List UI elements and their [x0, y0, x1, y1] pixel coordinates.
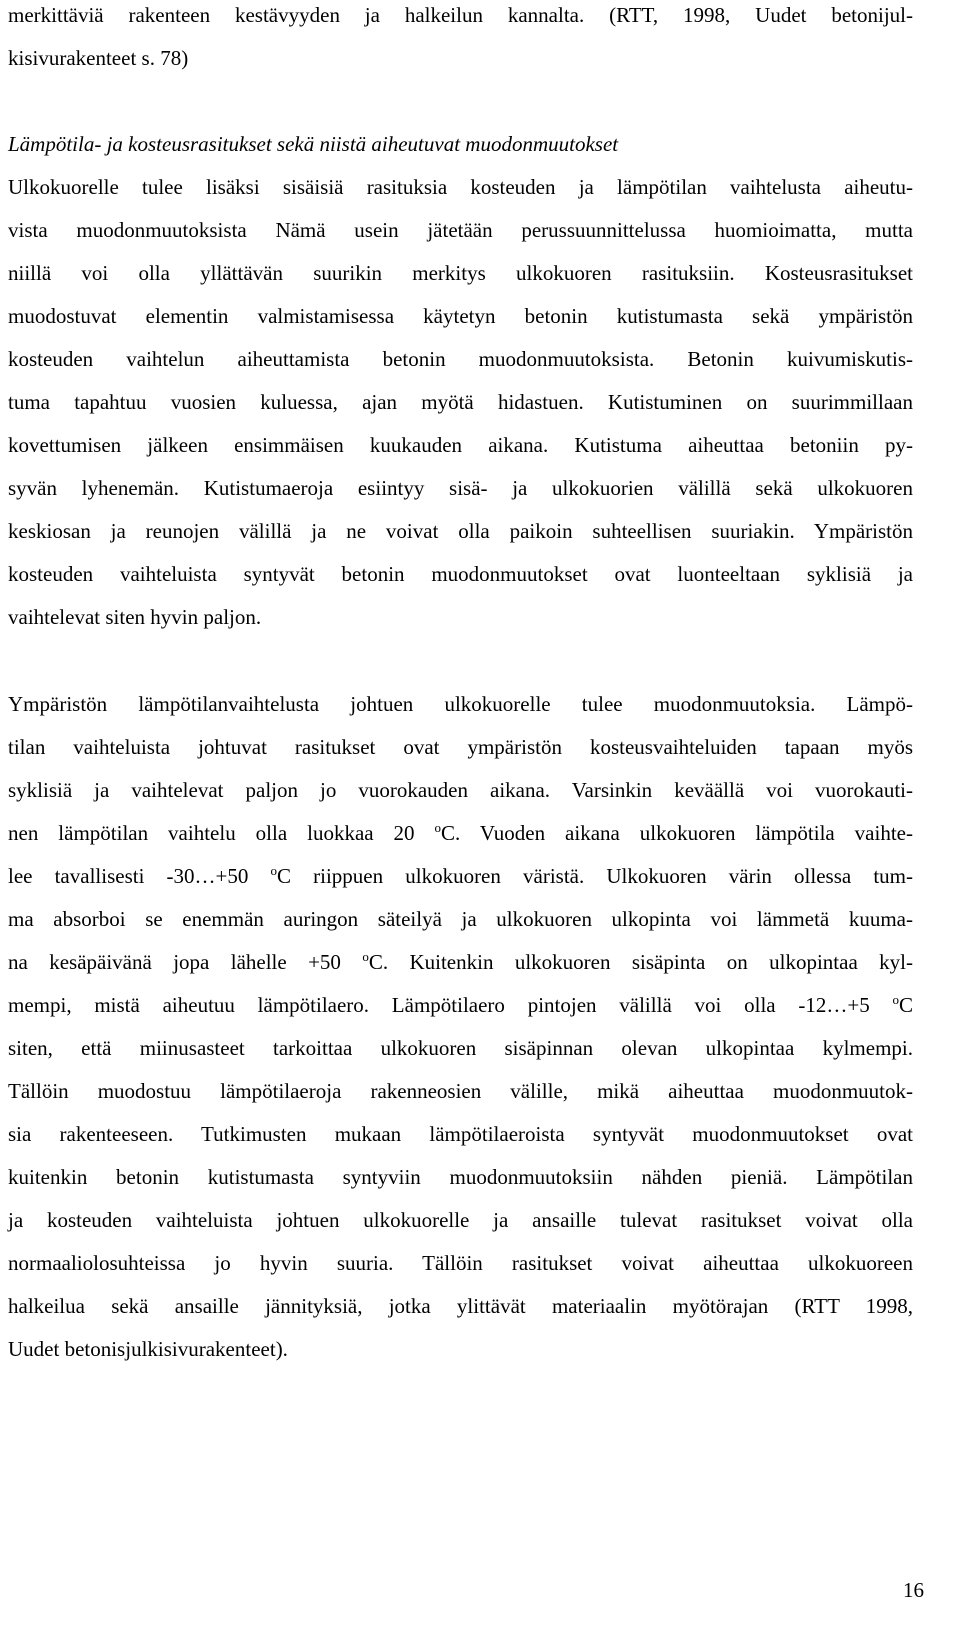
section-heading: Lämpötila- ja kosteusrasitukset sekä niistä aiheutuvat muodonmuutokset: [8, 132, 619, 156]
degree-sign: o: [892, 992, 899, 1007]
degree-sign: o: [270, 863, 277, 878]
paragraph2-line-6: ma absorboi se enemmän auringon säteilyä ja ulkokuoren ulkopinta voi lämmetä kuuma-: [8, 907, 913, 931]
paragraph2-line-7-part-b: C. Kuitenkin ulkokuoren sisäpinta on ulkopintaa kyl-: [368, 950, 913, 974]
paragraph2-line-8-part-b: C: [898, 993, 913, 1017]
paragraph2-line-4-part-a: nen lämpötilan vaihtelu olla luokkaa 20: [8, 821, 435, 845]
paragraph1-line-8: syvän lyhenemän. Kutistumaeroja esiintyy sisä- ja ulkokuorien välillä sekä ulkokuoren: [8, 476, 913, 500]
paragraph2-line-7-part-a: na kesäpäivänä jopa lähelle +50: [8, 950, 363, 974]
paragraph1-line-9: keskiosan ja reunojen välillä ja ne voivat olla paikoin suhteellisen suuriakin. Ympäristön: [8, 519, 913, 543]
paragraph1-line-5: kosteuden vaihtelun aiheuttamista betonin muodonmuutoksista. Betonin kuivumiskutis-: [8, 347, 913, 371]
paragraph1-line-2: vista muodonmuutoksista Nämä usein jätetään perussuunnittelussa huomioimatta, mutta: [8, 218, 913, 242]
paragraph1-line-4: muodostuvat elementin valmistamisessa käytetyn betonin kutistumasta sekä ympäristön: [8, 304, 913, 328]
paragraph2-line-15: halkeilua sekä ansaille jännityksiä, jotka ylittävät materiaalin myötörajan (RTT 1998,: [8, 1294, 913, 1318]
paragraph2-line-5-part-a: lee tavallisesti -30…+50: [8, 864, 271, 888]
paragraph1-line-11: vaihtelevat siten hyvin paljon.: [8, 605, 262, 629]
paragraph2-line-13: ja kosteuden vaihteluista johtuen ulkokuorelle ja ansaille tulevat rasitukset voivat olla: [8, 1208, 913, 1232]
page-number: 16: [903, 1578, 924, 1602]
paragraph2-line-16: Uudet betonisjulkisivurakenteet).: [8, 1337, 288, 1361]
paragraph2-line-9: siten, että miinusasteet tarkoittaa ulkokuoren sisäpinnan olevan ulkopintaa kylmempi.: [8, 1036, 913, 1060]
paragraph1-line-6: tuma tapahtuu vuosien kuluessa, ajan myötä hidastuen. Kutistuminen on suurimmillaan: [8, 390, 913, 414]
paragraph1-line-3: niillä voi olla yllättävän suurikin merkitys ulkokuoren rasituksiin. Kosteusrasitukset: [8, 261, 913, 285]
paragraph2-line-11: sia rakenteeseen. Tutkimusten mukaan lämpötilaeroista syntyvät muodonmuutokset ovat: [8, 1122, 913, 1146]
paragraph2-line-14: normaaliolosuhteissa jo hyvin suuria. Tällöin rasitukset voivat aiheuttaa ulkokuoreen: [8, 1251, 913, 1275]
intro-line-2: kisivurakenteet s. 78): [8, 46, 189, 70]
paragraph2-line-1: Ympäristön lämpötilanvaihtelusta johtuen ulkokuorelle tulee muodonmuutoksia. Lämpö-: [8, 692, 913, 716]
degree-sign: o: [362, 949, 369, 964]
paragraph1-line-7: kovettumisen jälkeen ensimmäisen kuukauden aikana. Kutistuma aiheuttaa betoniin py-: [8, 433, 913, 457]
intro-line-1: merkittäviä rakenteen kestävyyden ja halkeilun kannalta. (RTT, 1998, Uudet betonijul-: [8, 3, 913, 27]
paragraph2-line-10: Tällöin muodostuu lämpötilaeroja rakenneosien välille, mikä aiheuttaa muodonmuutok-: [8, 1079, 913, 1103]
paragraph2-line-8-part-a: mempi, mistä aiheutuu lämpötilaero. Lämpötilaero pintojen välillä voi olla -12…+5: [8, 993, 893, 1017]
paragraph2-line-4-part-b: C. Vuoden aikana ulkokuoren lämpötila vaihte-: [441, 821, 913, 845]
paragraph2-line-5-part-b: C riippuen ulkokuoren väristä. Ulkokuoren värin ollessa tum-: [277, 864, 913, 888]
degree-sign: o: [434, 820, 442, 835]
paragraph2-line-7: [8, 947, 913, 977]
paragraph2-line-5: [8, 861, 913, 891]
paragraph2-line-2: tilan vaihteluista johtuvat rasitukset ovat ympäristön kosteusvaihteluiden tapaan myös: [8, 735, 913, 759]
paragraph1-line-1: Ulkokuorelle tulee lisäksi sisäisiä rasituksia kosteuden ja lämpötilan vaihtelusta aiheutu-: [8, 175, 913, 199]
paragraph2-line-8: [8, 990, 913, 1020]
paragraph1-line-10: kosteuden vaihteluista syntyvät betonin muodonmuutokset ovat luonteeltaan syklisiä ja: [8, 562, 913, 586]
paragraph2-line-12: kuitenkin betonin kutistumasta syntyviin muodonmuutoksiin nähden pieniä. Lämpötilan: [8, 1165, 913, 1189]
paragraph2-line-4: [8, 818, 913, 848]
paragraph2-line-3: syklisiä ja vaihtelevat paljon jo vuorokauden aikana. Varsinkin keväällä voi vuorokauti-: [8, 778, 913, 802]
